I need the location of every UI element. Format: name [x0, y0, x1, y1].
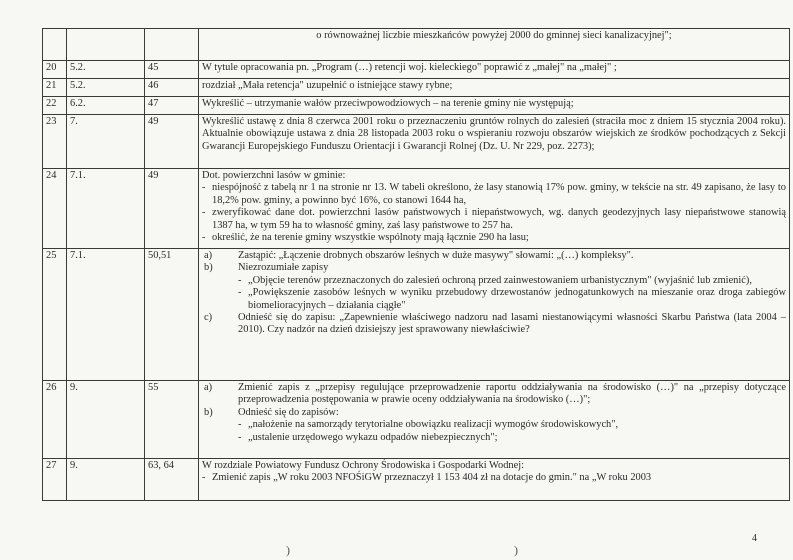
cell-no: 25	[43, 249, 67, 381]
item-letter: a)	[204, 382, 213, 393]
bullet-item: - zweryfikować dane dot. powierzchni lasów państwowych i niepaństwowych, wg. danych geodezyjnych lasy niepaństwowe stanowią 1387 ha, w tym 59 ha to własność gminy, zaś lasy państwowe to 257 ha.	[202, 207, 786, 232]
cell-content	[199, 29, 790, 61]
continued-text: o równoważnej liczbie mieszkańców powyżej 2000 do gminnej sieci kanalizacyjnej";	[316, 30, 672, 41]
paragraph-text: Wykreślić ustawę z dnia 8 czerwca 2001 roku o przeznaczeniu gruntów rolnych do zalesień (straciła moc z dniem 15 stycznia 2004 roku). Aktualnie obowiązuje ustawa z dnia 28 listopada 2003 roku o wspieraniu rozwoju obszarów wiejskich ze środków pochodzących z Sekcji Gwarancji Europejskiego Funduszu Orientacji i Gwarancji Rolnej (Dz. U. Nr 229, poz. 2273);	[202, 116, 786, 152]
sub-bullet-item: - „Objęcie terenów przeznaczonych do zalesień ochroną przed zainwestowaniem urbanistycznym" (wyjaśnić lub zmienić),	[238, 275, 786, 287]
cell-content	[199, 169, 790, 249]
page-number: 4	[752, 533, 757, 544]
item-text: Zastąpić: „Łączenie drobnych obszarów leśnych w duże masywy" słowami: „(…) kompleksy".	[238, 250, 634, 261]
scan-mark-right: )	[514, 543, 518, 557]
sub-bullet-item: - „ustalenie urzędowego wykazu odpadów niebezpiecznych";	[238, 432, 786, 444]
item-letter: b)	[204, 262, 213, 274]
table-row	[43, 115, 790, 169]
cell-page: 50,51	[145, 249, 199, 381]
bullet-item: - określić, że na terenie gminy wszystkie wspólnoty mają łącznie 290 ha lasu;	[202, 232, 786, 244]
table-row	[43, 169, 790, 249]
cell-content	[199, 97, 790, 115]
bullet-item: - niespójność z tabelą nr 1 na stronie nr 13. W tabeli określono, że lasy stanowią 17% pow. gminy, w tekście na str. 49 zapisano, że lasy to 18,2% pow. gminy, a powinno być 16%, co stanowi 1644 ha,	[202, 182, 786, 207]
lettered-item	[202, 382, 786, 407]
item-letter: c)	[204, 312, 213, 324]
cell-no: 24	[43, 169, 67, 249]
table-row	[43, 61, 790, 79]
cell-no: 23	[43, 115, 67, 169]
paragraph-text: W tytule opracowania pn. „Program (…) retencji woj. kieleckiego" poprawić z „małej" na „małej" ;	[202, 62, 617, 73]
cell-no: 26	[43, 381, 67, 459]
cell-content	[199, 459, 790, 501]
amendments-table	[42, 28, 790, 501]
cell-section: 5.2.	[67, 79, 145, 97]
table-row	[43, 381, 790, 459]
cell-section: 9.	[67, 381, 145, 459]
item-letter: a)	[204, 250, 213, 261]
sub-bullet-item: - „nałożenie na samorządy terytorialne obowiązku realizacji wymogów środowiskowych",	[238, 419, 786, 431]
cell-page: 55	[145, 381, 199, 459]
cell-section: 5.2.	[67, 61, 145, 79]
paragraph-text: Dot. powierzchni lasów w gminie:	[202, 170, 346, 181]
cell-section: 7.	[67, 115, 145, 169]
cell-no: 20	[43, 61, 67, 79]
cell-page: 63, 64	[145, 459, 199, 501]
cell-content	[199, 61, 790, 79]
cell-content	[199, 381, 790, 459]
cell-content	[199, 79, 790, 97]
cell-section: 7.1.	[67, 249, 145, 381]
item-text: Zmienić zapis z „przepisy regulujące przeprowadzenie raportu oddziaływania na środowisko (…)" na „przepisy dotyczące przeprowadzenia postępowania w prawie oceny oddziaływania na środowisko (…)";	[238, 382, 786, 406]
cell-content	[199, 115, 790, 169]
cell-page: 46	[145, 79, 199, 97]
item-letter: b)	[204, 406, 213, 418]
paragraph-text: rozdział „Mała retencja" uzupełnić o istniejące stawy rybne;	[202, 80, 453, 91]
scan-mark-left: )	[286, 543, 290, 557]
cell-page: 45	[145, 61, 199, 79]
cell-no	[43, 29, 67, 61]
cell-section: 9.	[67, 459, 145, 501]
lettered-item	[202, 407, 786, 419]
sub-bullet-item: - „Powiększenie zasobów leśnych w wyniku przebudowy drzewostanów jednogatunkowych na mieszanie oraz droga zabiegów biomelioracyjnych – działania ciągłe"	[238, 287, 786, 312]
item-text: Odnieść się do zapisu: „Zapewnienie właściwego nadzoru nad lasami niestanowiącymi własności Skarbu Państwa (lata 2004 – 2010). Czy nadzór na dzień dzisiejszy jest sprawowany niewłaściwie?	[238, 312, 786, 336]
table-row	[43, 79, 790, 97]
table-row	[43, 249, 790, 381]
bullet-item: - Zmienić zapis „W roku 2003 NFOŚiGW przeznaczył 1 153 404 zł na dotacje do gmin." na „W roku 2003	[202, 472, 786, 484]
table-row	[43, 459, 790, 501]
cell-section: 6.2.	[67, 97, 145, 115]
cell-content	[199, 249, 790, 381]
item-text: Niezrozumiałe zapisy	[238, 262, 329, 274]
lettered-item	[202, 262, 786, 274]
cell-page	[145, 29, 199, 61]
paragraph-text: Wykreślić – utrzymanie wałów przeciwpowodziowych – na terenie gminy nie występują;	[202, 98, 574, 109]
paragraph-text: W rozdziale Powiatowy Fundusz Ochrony Środowiska i Gospodarki Wodnej:	[202, 460, 524, 471]
lettered-item	[202, 250, 786, 262]
cell-no: 22	[43, 97, 67, 115]
lettered-item	[202, 312, 786, 337]
table-row	[43, 97, 790, 115]
cell-page: 49	[145, 169, 199, 249]
cell-page: 49	[145, 115, 199, 169]
cell-section: 7.1.	[67, 169, 145, 249]
item-text: Odnieść się do zapisów:	[238, 406, 339, 418]
cell-section	[67, 29, 145, 61]
cell-no: 21	[43, 79, 67, 97]
cell-no: 27	[43, 459, 67, 501]
table-row	[43, 29, 790, 61]
cell-page: 47	[145, 97, 199, 115]
table-body	[43, 29, 790, 501]
